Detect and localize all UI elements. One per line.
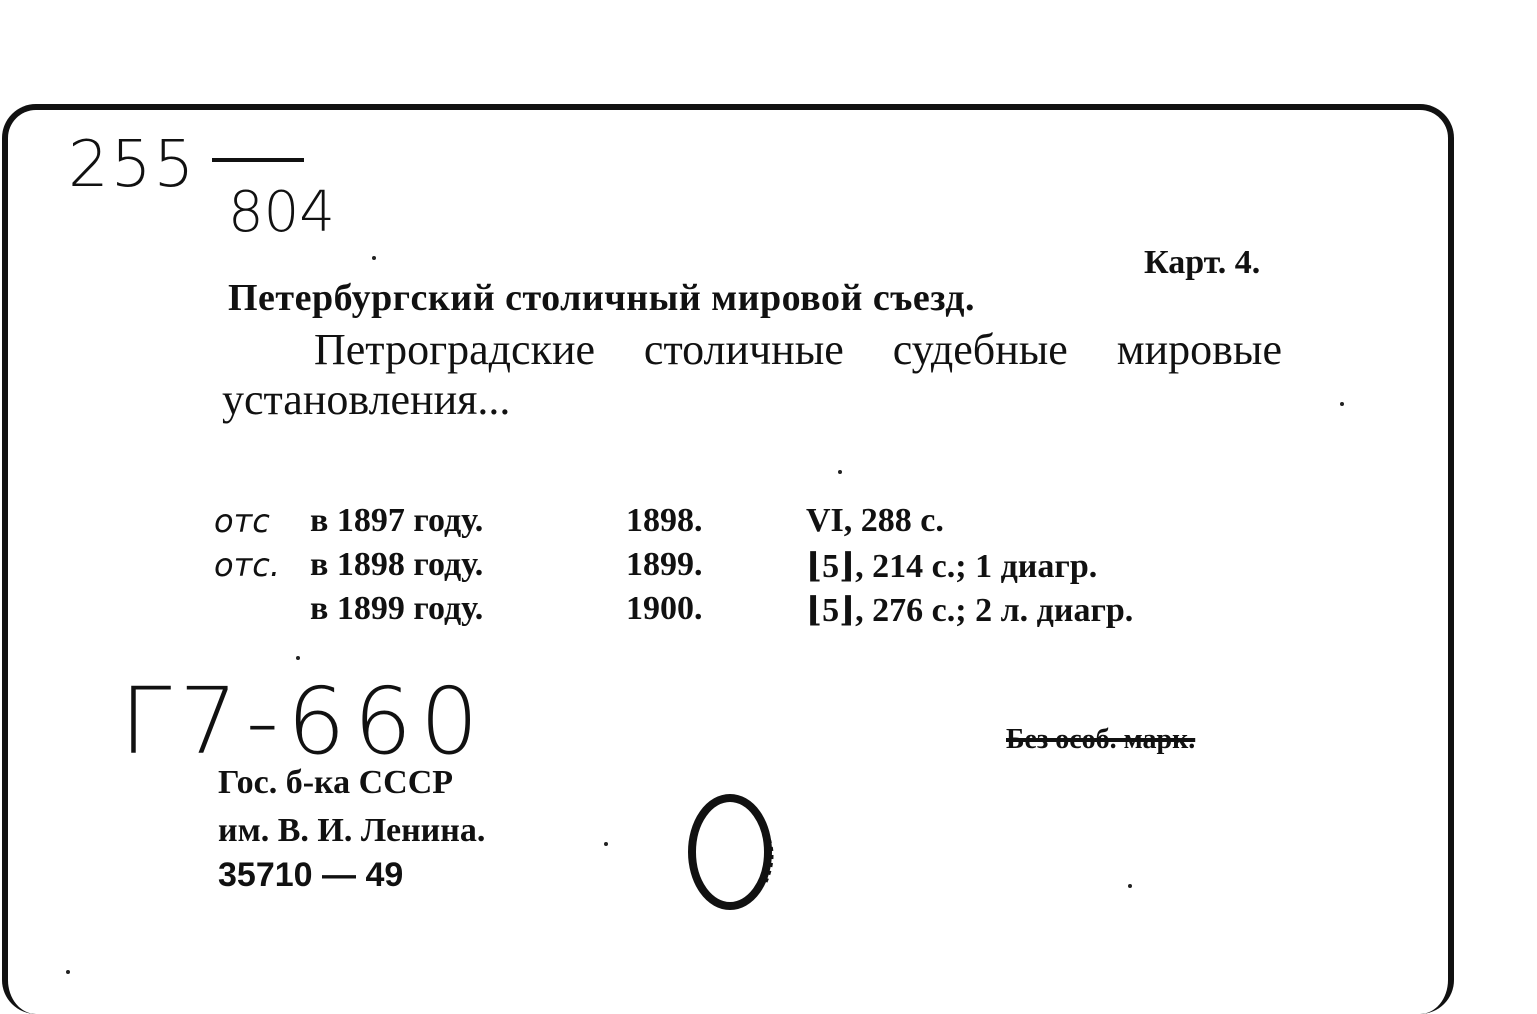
title-line-2: установления...	[222, 375, 511, 424]
shelfmark-fraction-bar	[212, 158, 304, 162]
card-number: Карт. 4.	[1144, 244, 1261, 281]
holding-year: 1899.	[626, 546, 703, 583]
title-line-1: Петроградские столичные судебные мировые	[314, 325, 1282, 374]
holding-mark: отс.	[214, 546, 280, 584]
footer-order-number: 35710 — 49	[218, 856, 404, 894]
handwritten-stamp-number: Г7-660	[120, 668, 487, 775]
holding-year: 1900.	[626, 590, 703, 627]
holding-period: в 1899 году.	[310, 590, 484, 627]
speck	[66, 970, 70, 974]
holding-year: 1898.	[626, 502, 703, 539]
holding-extent: VI, 288 с.	[806, 502, 944, 539]
shelfmark-top: 255	[68, 128, 197, 202]
speck	[1128, 884, 1132, 888]
speck	[604, 842, 608, 846]
holding-extent: ⌊5⌋, 276 с.; 2 л. диагр.	[806, 592, 1134, 629]
holding-extent: ⌊5⌋, 214 с.; 1 диагр.	[806, 548, 1098, 585]
card-heading: Петербургский столичный мировой съезд.	[228, 277, 976, 319]
holding-period: в 1898 году.	[310, 546, 484, 583]
holding-mark: отс	[214, 502, 270, 540]
punch-hole-icon	[686, 792, 778, 912]
speck	[372, 256, 376, 260]
holding-period: в 1897 году.	[310, 502, 484, 539]
card-title	[222, 325, 1282, 425]
speck	[296, 656, 300, 660]
struck-through-note: Без особ. марк.	[1006, 724, 1196, 755]
speck	[838, 470, 842, 474]
shelfmark-bottom: 804	[228, 180, 335, 245]
footer-library-name: им. В. И. Ленина.	[218, 812, 486, 849]
footer-library: Гос. б-ка СССР	[218, 764, 454, 801]
speck	[1340, 402, 1344, 406]
